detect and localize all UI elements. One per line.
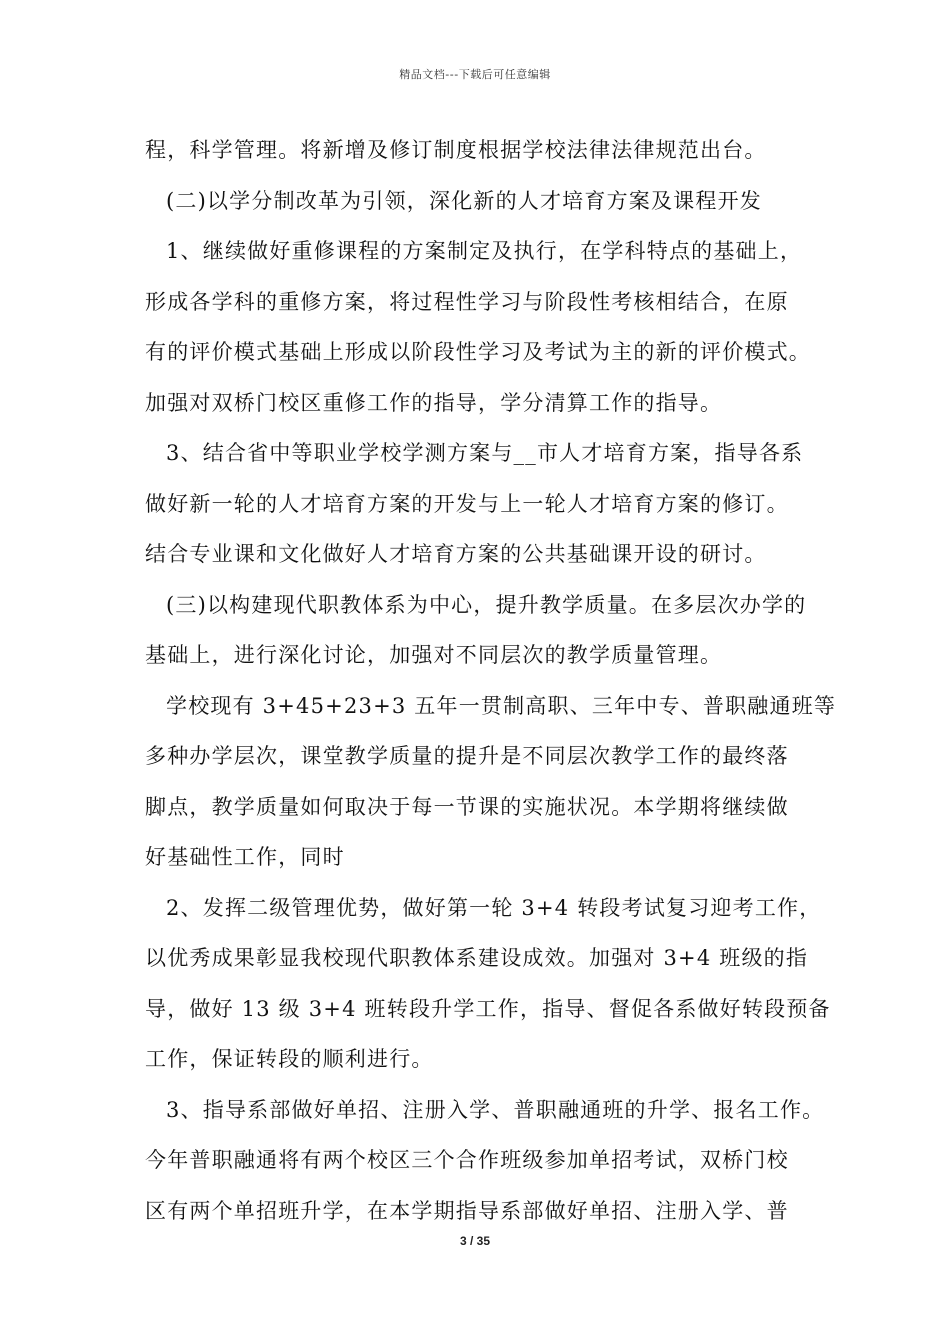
text-line: 形成各学科的重修方案，将过程性学习与阶段性考核相结合，在原: [145, 289, 789, 314]
text-line: 基础上，进行深化讨论，加强对不同层次的教学质量管理。: [145, 643, 723, 667]
text-line: 工作，保证转段的顺利进行。: [145, 1047, 434, 1071]
text-line: 导，做好 13 级 3+4 班转段升学工作，指导、督促各系做好转段预备: [145, 996, 831, 1021]
text-line: (二)以学分制改革为引领，深化新的人才培育方案及课程开发: [166, 188, 762, 213]
text-line: 今年普职融通将有两个校区三个合作班级参加单招考试，双桥门校: [145, 1148, 789, 1172]
text-line: 结合专业课和文化做好人才培育方案的公共基础课开设的研讨。: [145, 542, 767, 566]
text-line: 以优秀成果彰显我校现代职教体系建设成效。加强对 3+4 班级的指: [145, 946, 809, 970]
text-line: 加强对双桥门校区重修工作的指导，学分清算工作的指导。: [145, 390, 723, 415]
page-header: 精品文档---下载后可任意编辑: [399, 68, 551, 81]
text-line: 做好新一轮的人才培育方案的开发与上一轮人才培育方案的修订。: [145, 491, 789, 516]
text-line: 区有两个单招班升学，在本学期指导系部做好单招、注册入学、普: [145, 1198, 789, 1223]
text-line: 3、结合省中等职业学校学测方案与__市人才培育方案，指导各系: [166, 441, 804, 465]
text-line: 好基础性工作，同时: [145, 845, 345, 869]
text-line: 学校现有 3+45+23+3 五年一贯制高职、三年中专、普职融通班等: [166, 693, 837, 718]
text-line: 有的评价模式基础上形成以阶段性学习及考试为主的新的评价模式。: [145, 340, 811, 364]
text-line: 3、指导系部做好单招、注册入学、普职融通班的升学、报名工作。: [166, 1097, 825, 1122]
text-line: 多种办学层次，课堂教学质量的提升是不同层次教学工作的最终落: [145, 744, 789, 768]
text-line: 1、继续做好重修课程的方案制定及执行，在学科特点的基础上，: [166, 239, 803, 263]
text-line: 脚点，教学质量如何取决于每一节课的实施状况。本学期将继续做: [145, 794, 789, 819]
text-line: 2、发挥二级管理优势，做好第一轮 3+4 转段考试复习迎考工作，: [166, 895, 822, 920]
page-number: 3 / 35: [459, 1234, 491, 1248]
text-line: 程，科学管理。将新增及修订制度根据学校法律法律规范出台。: [145, 138, 767, 162]
document-body: [145, 128, 835, 1239]
text-line: (三)以构建现代职教体系为中心，提升教学质量。在多层次办学的: [166, 592, 807, 617]
